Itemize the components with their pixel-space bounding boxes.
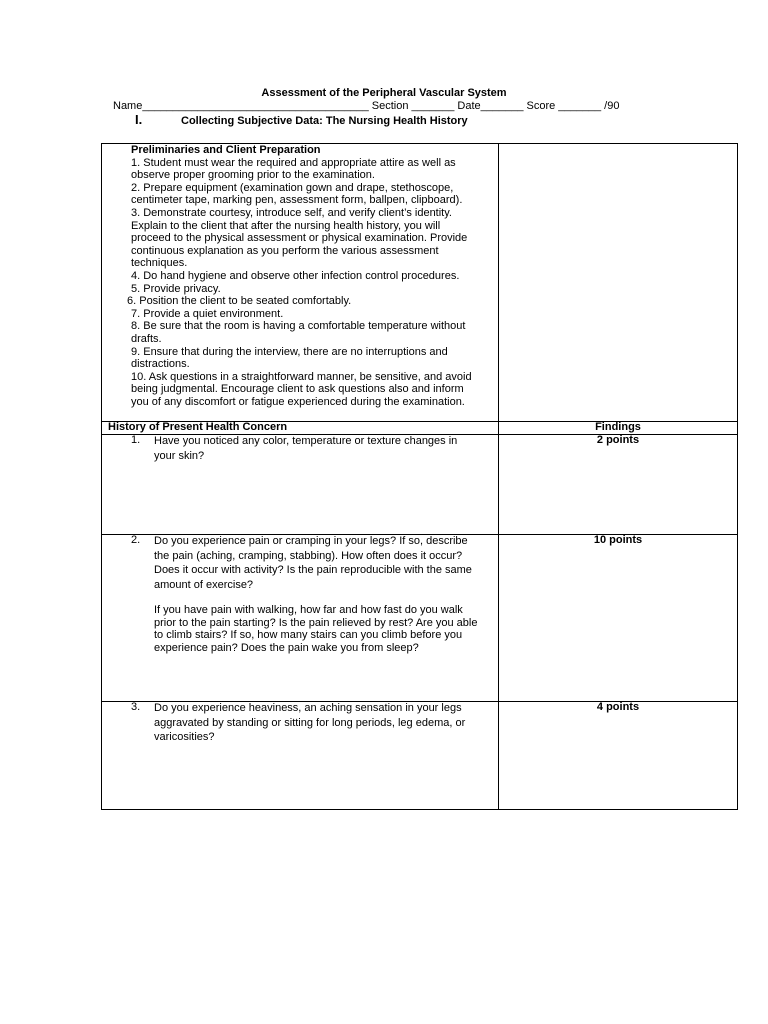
prelim-line: continuous explanation as you perform the various assessment	[131, 244, 439, 257]
prelim-line: 9. Ensure that during the interview, there are no interruptions and	[131, 345, 448, 358]
question-number: 2.	[131, 534, 141, 546]
question-line: varicosities?	[154, 731, 215, 743]
document-title: Assessment of the Peripheral Vascular System	[261, 87, 507, 99]
prelim-line: 10. Ask questions in a straightforward manner, be sensitive, and avoid	[131, 370, 472, 383]
prelim-line: distractions.	[131, 358, 190, 371]
history-header: History of Present Health Concern	[108, 421, 288, 433]
points-label: 2 points	[596, 434, 640, 446]
section-numeral: I.	[135, 112, 143, 127]
question-number: 1.	[131, 434, 141, 446]
question-followup	[154, 604, 494, 654]
prelim-line: 2. Prepare equipment (examination gown and drape, stethoscope,	[131, 181, 454, 194]
question-text	[154, 434, 494, 463]
prelim-line: 1. Student must wear the required and appropriate attire as well as	[131, 156, 456, 169]
question-line: Do you experience heaviness, an aching sensation in your legs	[154, 702, 462, 714]
question-line: aggravated by standing or sitting for long periods, leg edema, or	[154, 716, 466, 729]
prelim-line: observe proper grooming prior to the examination.	[131, 169, 375, 182]
prelim-line: 5. Provide privacy.	[131, 282, 221, 295]
question-text	[154, 701, 494, 745]
question-number: 3.	[131, 701, 141, 713]
question-line: If you have pain with walking, how far and how fast do you walk	[154, 604, 463, 616]
question-line: Does it occur with activity? Is the pain reproducible with the same	[154, 564, 472, 576]
question-line: amount of exercise?	[154, 578, 254, 591]
points-label: 4 points	[596, 701, 640, 713]
question-line: your skin?	[154, 449, 205, 462]
question-line: Do you experience pain or cramping in your legs? If so, describe	[154, 535, 468, 547]
prelim-line: 4. Do hand hygiene and observe other infection control procedures.	[131, 269, 460, 282]
prelim-line: 7. Provide a quiet environment.	[131, 307, 284, 320]
question-line: prior to the pain starting? Is the pain relieved by rest? Are you able	[154, 616, 478, 629]
prelim-line: centimeter tape, marking pen, assessment form, ballpen, clipboard).	[131, 194, 463, 207]
prelim-line: 8. Be sure that the room is having a comfortable temperature without	[131, 320, 466, 333]
question-text	[154, 534, 494, 592]
prelim-line: being judgmental. Encourage client to ask questions also and inform	[131, 383, 464, 396]
preliminaries-heading: Preliminaries and Client Preparation	[131, 144, 321, 156]
prelim-line: techniques.	[131, 257, 188, 270]
question-line: experience pain? Does the pain wake you from sleep?	[154, 641, 419, 654]
section-heading: Collecting Subjective Data: The Nursing Health History	[181, 115, 468, 127]
name-section-date-score-line: Name_____________________________________ Section _______ Date_______ Score _______ /90	[113, 100, 620, 112]
prelim-line: Explain to the client that after the nursing health history, you will	[131, 219, 441, 232]
question-line: the pain (aching, cramping, stabbing). How often does it occur?	[154, 549, 463, 562]
prelim-line: proceed to the physical assessment or physical examination. Provide	[131, 232, 468, 245]
prelim-line: 3. Demonstrate courtesy, introduce self, and verify client’s identity.	[131, 206, 452, 219]
assessment-table	[101, 143, 738, 810]
prelim-line: drafts.	[131, 332, 162, 345]
prelim-line: you of any discomfort or fatigue experienced during the examination.	[131, 395, 465, 408]
findings-header: Findings	[595, 421, 641, 433]
preliminaries-cell	[127, 144, 491, 408]
points-label: 10 points	[593, 534, 643, 546]
question-line: to climb stairs? If so, how many stairs can you climb before you	[154, 629, 463, 641]
prelim-line: 6. Position the client to be seated comfortably.	[127, 295, 352, 308]
question-line: Have you noticed any color, temperature or texture changes in	[154, 435, 458, 447]
